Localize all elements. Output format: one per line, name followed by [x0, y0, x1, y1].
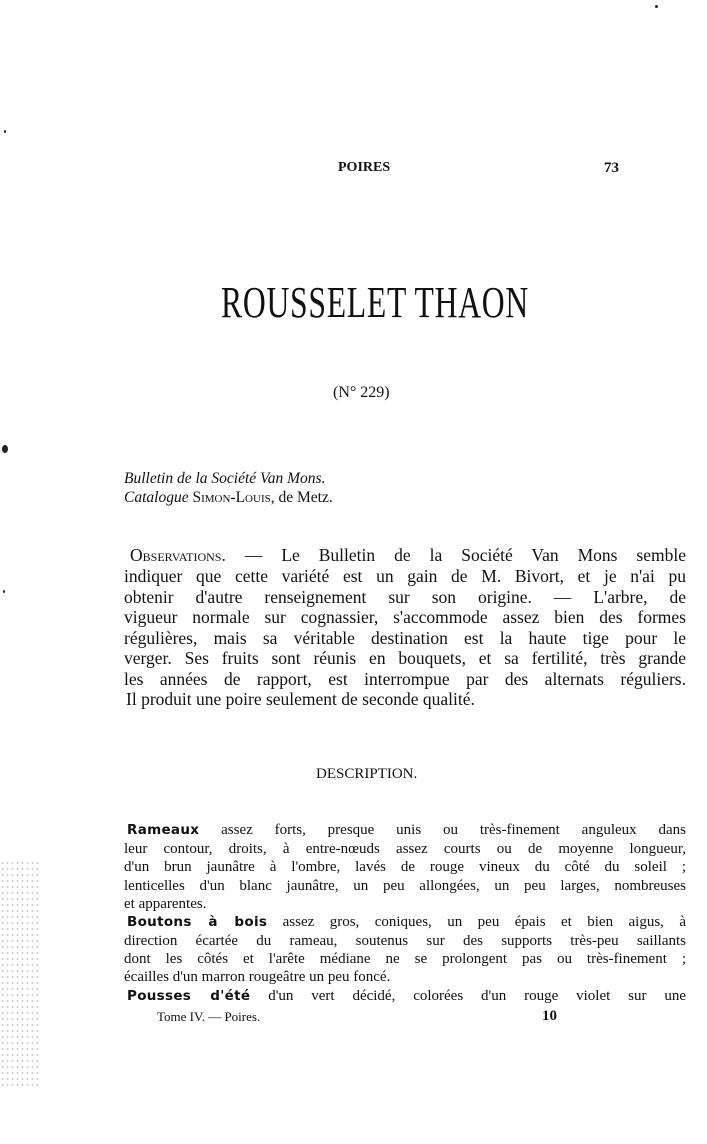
- footer-volume: Tome IV. — Poires.: [157, 1009, 261, 1024]
- description-line: lenticelles d'un blanc jaunâtre, un peu allongées, un peu larges, nombreuses: [124, 878, 686, 894]
- scan-speck: [4, 130, 6, 133]
- description-line: dont les côtés et l'arête médiane ne se prolongent pas ou très-finement ;: [124, 951, 686, 967]
- term-rameaux: Rameaux: [127, 822, 200, 838]
- reference-2: [124, 489, 333, 507]
- observations-line: vigueur normale sur cognassier, s'accommode assez bien des formes: [124, 607, 686, 627]
- observations-line: Il produit une poire seulement de seconde qualité.: [126, 689, 475, 709]
- description-line: écailles d'un marron rougeâtre un peu foncé.: [124, 969, 391, 985]
- reference-1-text: Bulletin de la Société Van Mons.: [124, 470, 326, 487]
- observations-label: Observations.: [130, 545, 226, 565]
- scan-speck: [3, 590, 5, 593]
- page-title: ROUSSELET THAON: [221, 278, 529, 327]
- description-line: direction écartée du rameau, soutenus sur des supports très-peu saillants: [124, 933, 686, 949]
- footer-signature: 10: [542, 1008, 557, 1024]
- description-text: d'un vert décidé, colorées d'un rouge violet sur une: [250, 988, 686, 1004]
- variety-number: (N° 229): [333, 384, 390, 401]
- description-line: [127, 821, 686, 839]
- observations-line: les années de rapport, est interrompue par des alternats réguliers.: [124, 669, 686, 689]
- observations-line: indiquer que cette variété est un gain de M. Bivort, et je n'ai pu: [124, 566, 686, 586]
- description-line: [127, 913, 686, 931]
- reference-2-rest: , de Metz.: [270, 489, 333, 506]
- reference-1: [124, 470, 325, 488]
- description-text: assez forts, presque unis ou très-finement anguleux dans: [199, 822, 686, 838]
- term-boutons-a-bois: Boutons à bois: [127, 914, 268, 930]
- scan-noise-edge: [0, 860, 40, 1090]
- description-heading: DESCRIPTION.: [316, 766, 418, 782]
- description-line: d'un brun jaunâtre à l'ombre, lavés de rouge vineux du côté du soleil ;: [124, 859, 686, 875]
- description-text: assez gros, coniques, un peu épais et bien aigus, à: [267, 914, 686, 930]
- observations-line: verger. Ses fruits sont réunis en bouquets, et sa fertilité, très grande: [124, 648, 686, 668]
- scan-speck: [655, 5, 658, 8]
- observations-text: — Le Bulletin de la Société Van Mons semble: [225, 545, 686, 565]
- reference-2-italic: Catalogue: [124, 489, 189, 506]
- scan-speck: [2, 445, 8, 453]
- description-line: et apparentes.: [124, 896, 207, 912]
- observations-line: [130, 545, 686, 566]
- observations-line: obtenir d'autre renseignement sur son origine. — L'arbre, de: [124, 587, 686, 607]
- description-line: [127, 987, 686, 1005]
- observations-line: régulières, mais sa véritable destination est la haute tige pour le: [124, 628, 686, 648]
- running-title: POIRES: [338, 160, 391, 175]
- description-line: leur contour, droits, à entre-nœuds assez courts ou de moyenne longueur,: [124, 841, 686, 857]
- term-pousses-d-ete: Pousses d'été: [127, 988, 251, 1004]
- reference-2-author: Simon-Louis: [192, 489, 271, 506]
- page-number: 73: [604, 160, 619, 176]
